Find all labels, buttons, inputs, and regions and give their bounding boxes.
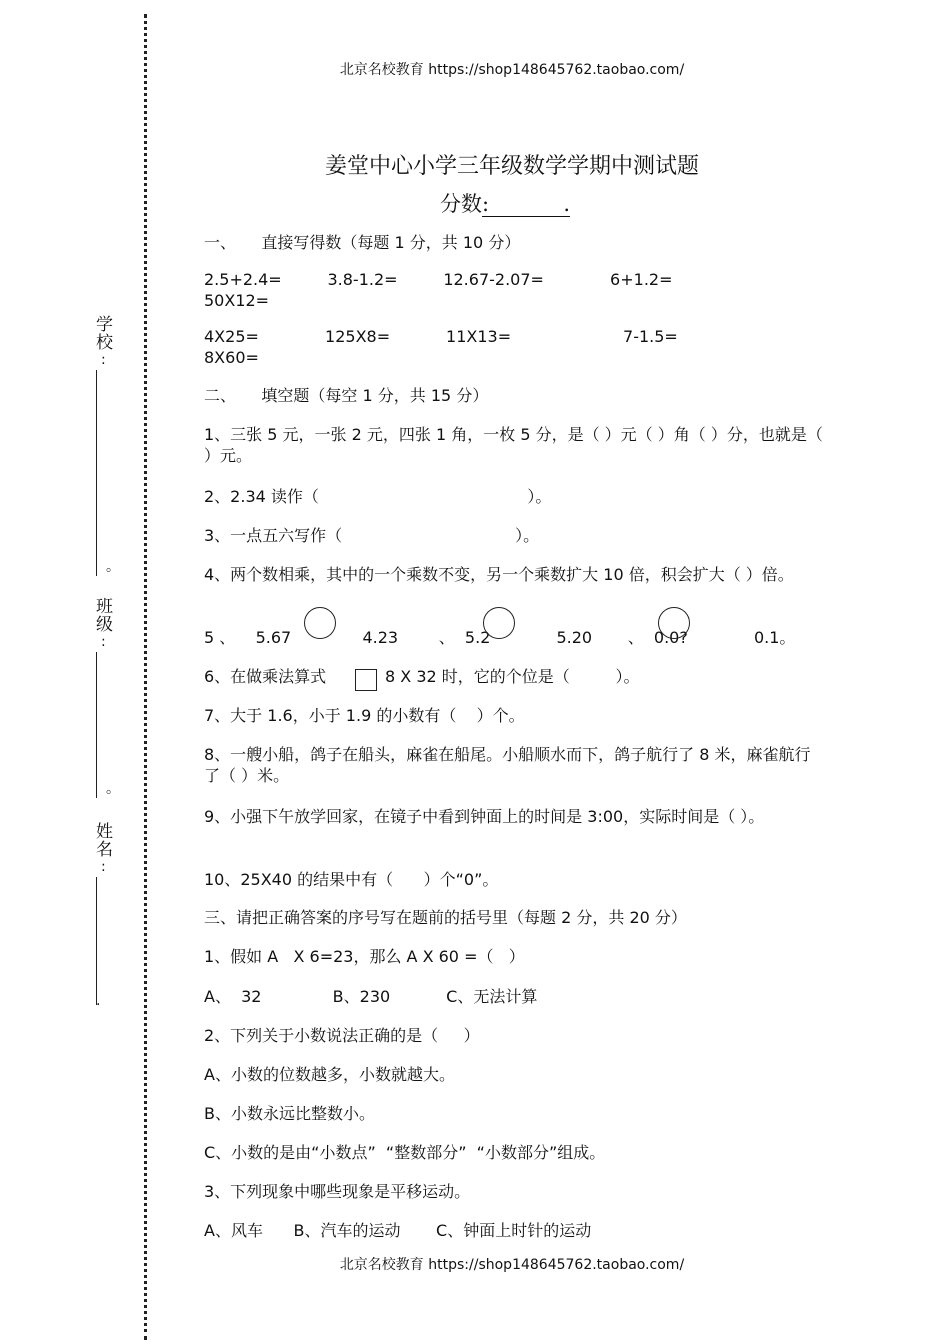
compare-circle-3 [658,607,690,639]
section2-q9: 9、小强下午放学回家，在镜子中看到钟面上的时间是 3:00，实际时间是（ ）。 [204,807,765,826]
section2-q5: 5 、 5.67 4.23 、 5.2 5.20 、 0.0? 0.1。 [204,628,796,647]
score-blank [482,192,570,217]
section2-q7: 7、大于 1.6，小于 1.9 的小数有（ ）个。 [204,706,525,725]
section3-q2-option-a: A、小数的位数越多，小数就越大。 [204,1065,455,1084]
score-label: 分数 [440,192,482,216]
blank-square-box [355,669,377,691]
section1-row2: 4X25= 125X8= 11X13= 7-1.5= [204,327,678,346]
section2-q6-part1: 6、在做乘法算式 [204,667,327,686]
sidebar-class-char1: 班 [96,597,113,617]
page-footer: 北京名校教育 https://shop148645762.taobao.com/ [339,1257,685,1273]
sidebar-class-colon: : [101,634,106,650]
section2-q10: 10、25X40 的结果中有（ ）个“0”。 [204,870,499,889]
section2-q3: 3、一点五六写作（ ）。 [204,526,540,545]
page-title: 姜堂中心小学三年级数学学期中测试题 [324,154,699,179]
sidebar-class-period: 。 [106,781,120,797]
binding-dotted-line [144,14,147,1340]
section3-heading: 三、请把正确答案的序号写在题前的括号里（每题 2 分，共 20 分） [204,908,687,927]
sidebar-school-rule [96,370,97,576]
sidebar-school-period: 。 [106,559,120,575]
sidebar-name-rule [96,877,97,1005]
page-header: 北京名校教育 https://shop148645762.taobao.com/ [339,62,685,78]
section3-q3-options: A、风车 B、汽车的运动 C、钟面上时针的运动 [204,1221,592,1240]
sidebar-name-char2: 名 [96,840,113,860]
sidebar-school-char2: 校 [96,333,113,353]
section2-heading: 二、 填空题（每空 1 分，共 15 分） [204,386,489,405]
section3-q2-option-b: B、小数永远比整数小。 [204,1104,375,1123]
section2-q2: 2、2.34 读作（ ）。 [204,487,552,506]
sidebar-school-colon: : [101,352,106,368]
section2-q6-part2: 8 X 32 时，它的个位是（ ）。 [385,667,640,686]
section3-q2-option-c: C、小数的是由“小数点” “整数部分” “小数部分”组成。 [204,1143,606,1162]
section1-heading: 一、 直接写得数（每题 1 分，共 10 分） [204,233,521,252]
section1-row2b: 8X60= [204,348,259,367]
section3-q3: 3、下列现象中哪些现象是平移运动。 [204,1182,471,1201]
section2-q4: 4、两个数相乘，其中的一个乘数不变，另一个乘数扩大 10 倍，积会扩大（ ）倍。 [204,565,794,584]
section3-q1-options: A、 32 B、230 C、无法计算 [204,987,538,1006]
section2-q8: 8、一艘小船，鸽子在船头，麻雀在船尾。小船顺水而下，鸽子航行了 8 米，麻雀航行了（ ）米。 [204,745,811,785]
score-field [440,188,570,218]
section3-q1: 1、假如 A X 6=23，那么 A X 60 =（ ） [204,947,525,966]
sidebar-class-char2: 级 [96,615,113,635]
section2-q1: 1、三张 5 元，一张 2 元，四张 1 角，一枚 5 分，是（ ）元（ ）角（ ）分，也就是（ ）元。 [204,425,823,465]
sidebar-school-char1: 学 [96,315,113,335]
sidebar-name-colon: : [101,859,106,875]
compare-circle-2 [483,607,515,639]
section1-row1b: 50X12= [204,291,270,310]
section3-q2: 2、下列关于小数说法正确的是（ ） [204,1026,480,1045]
compare-circle-1 [304,607,336,639]
score-end: . [563,192,570,216]
section1-row1: 2.5+2.4= 3.8-1.2= 12.67-2.07= 6+1.2= [204,270,673,289]
sidebar-class-rule [96,652,97,798]
sidebar-name-char1: 姓 [96,822,113,842]
sidebar-name-dot: . [96,993,101,1009]
score-colon: : [482,192,490,216]
